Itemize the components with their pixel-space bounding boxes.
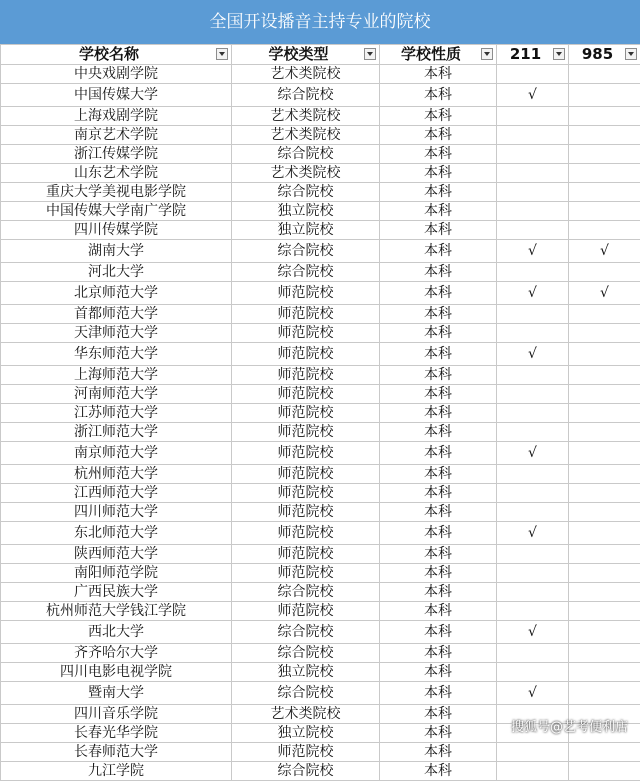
cell-school-name[interactable]: 江西师范大学 [1,484,232,503]
cell-school-name[interactable]: 首都师范大学 [1,305,232,324]
cell-985[interactable] [569,221,640,240]
cell-211[interactable] [497,202,569,221]
cell-school-type[interactable]: 独立院校 [232,221,380,240]
cell-school-name[interactable]: 中国传媒大学南广学院 [1,202,232,221]
cell-211[interactable] [497,602,569,621]
cell-211[interactable] [497,583,569,602]
cell-school-nature[interactable]: 本科 [380,442,497,465]
cell-school-nature[interactable]: 本科 [380,164,497,183]
cell-985[interactable] [569,442,640,465]
cell-985[interactable] [569,305,640,324]
cell-211[interactable] [497,743,569,762]
filter-dropdown-icon[interactable] [216,48,228,60]
cell-985[interactable] [569,145,640,164]
cell-211[interactable] [497,221,569,240]
table-row [1,65,640,84]
cell-school-nature[interactable]: 本科 [380,126,497,145]
table-row [1,145,640,164]
cell-school-name[interactable]: 西北大学 [1,621,232,644]
cell-211[interactable] [497,465,569,484]
cell-211[interactable] [497,404,569,423]
table-row [1,221,640,240]
cell-211[interactable] [497,663,569,682]
cell-985[interactable] [569,404,640,423]
cell-school-nature[interactable]: 本科 [380,343,497,366]
cell-211[interactable] [497,65,569,84]
table-row [1,423,640,442]
table-row [1,583,640,602]
cell-211[interactable] [497,126,569,145]
cell-school-name[interactable]: 长春光华学院 [1,724,232,743]
cell-985[interactable]: √ [569,282,640,305]
cell-211[interactable] [497,305,569,324]
cell-school-nature[interactable]: 本科 [380,465,497,484]
filter-dropdown-icon[interactable] [625,48,637,60]
cell-985[interactable] [569,65,640,84]
cell-school-type[interactable]: 师范院校 [232,545,380,564]
cell-211[interactable] [497,503,569,522]
table-row [1,183,640,202]
cell-school-name[interactable]: 上海师范大学 [1,366,232,385]
cell-school-name[interactable]: 江苏师范大学 [1,404,232,423]
cell-school-nature[interactable]: 本科 [380,84,497,107]
cell-school-nature[interactable]: 本科 [380,202,497,221]
cell-211[interactable] [497,564,569,583]
table-row [1,644,640,663]
cell-school-name[interactable]: 四川音乐学院 [1,705,232,724]
cell-school-type[interactable]: 综合院校 [232,263,380,282]
table-row [1,522,640,545]
cell-985[interactable] [569,465,640,484]
cell-school-name[interactable]: 四川电影电视学院 [1,663,232,682]
cell-school-type[interactable]: 师范院校 [232,324,380,343]
cell-school-nature[interactable]: 本科 [380,743,497,762]
sheet-title: 全国开设播音主持专业的院校 [210,12,431,32]
cell-school-type[interactable]: 综合院校 [232,644,380,663]
column-header-label: 学校类型 [268,45,342,64]
cell-985[interactable] [569,263,640,282]
cell-211[interactable] [497,164,569,183]
cell-school-type[interactable]: 师范院校 [232,404,380,423]
table-row [1,484,640,503]
column-header-211 [497,45,569,65]
cell-985[interactable] [569,126,640,145]
table-row [1,743,640,762]
cell-school-type[interactable]: 师范院校 [232,343,380,366]
table-row [1,343,640,366]
cell-school-name[interactable]: 湖南大学 [1,240,232,263]
column-header-label: 211 [510,45,555,64]
cell-school-nature[interactable]: 本科 [380,324,497,343]
table-row [1,126,640,145]
table-row [1,545,640,564]
cell-211[interactable] [497,145,569,164]
table-row [1,324,640,343]
table-row [1,503,640,522]
cell-school-nature[interactable]: 本科 [380,522,497,545]
cell-985[interactable] [569,164,640,183]
table-row [1,621,640,644]
cell-school-type[interactable]: 师范院校 [232,305,380,324]
cell-school-nature[interactable]: 本科 [380,583,497,602]
cell-985[interactable] [569,107,640,126]
cell-985[interactable] [569,343,640,366]
cell-985[interactable] [569,663,640,682]
cell-school-name[interactable]: 四川师范大学 [1,503,232,522]
watermark: 搜狐号@艺考便利店 [511,716,628,735]
cell-211[interactable]: √ [497,84,569,107]
cell-985[interactable] [569,682,640,705]
cell-school-nature[interactable]: 本科 [380,663,497,682]
cell-school-name[interactable]: 东北师范大学 [1,522,232,545]
filter-dropdown-icon[interactable] [481,48,493,60]
cell-school-type[interactable]: 独立院校 [232,663,380,682]
cell-school-type[interactable]: 师范院校 [232,503,380,522]
cell-school-nature[interactable]: 本科 [380,65,497,84]
cell-211[interactable] [497,183,569,202]
cell-school-name[interactable]: 山东艺术学院 [1,164,232,183]
table-row [1,404,640,423]
cell-school-type[interactable]: 综合院校 [232,682,380,705]
cell-school-name[interactable]: 齐齐哈尔大学 [1,644,232,663]
cell-school-nature[interactable]: 本科 [380,305,497,324]
column-header-label: 学校名称 [79,45,153,64]
filter-dropdown-icon[interactable] [553,48,565,60]
column-header-name [1,45,232,65]
cell-school-nature[interactable]: 本科 [380,564,497,583]
cell-school-nature[interactable]: 本科 [380,682,497,705]
cell-985[interactable] [569,385,640,404]
column-header-type [232,45,380,65]
cell-211[interactable] [497,762,569,781]
cell-school-name[interactable]: 四川传媒学院 [1,221,232,240]
cell-school-type[interactable]: 综合院校 [232,762,380,781]
table-row [1,663,640,682]
cell-school-name[interactable]: 广西民族大学 [1,583,232,602]
cell-school-type[interactable]: 独立院校 [232,724,380,743]
column-header-label: 学校性质 [401,45,475,64]
table-row [1,762,640,781]
table-row [1,602,640,621]
table-row [1,385,640,404]
cell-985[interactable] [569,621,640,644]
cell-211[interactable] [497,644,569,663]
cell-985[interactable] [569,522,640,545]
cell-school-nature[interactable]: 本科 [380,145,497,164]
cell-school-nature[interactable]: 本科 [380,545,497,564]
cell-school-type[interactable]: 师范院校 [232,385,380,404]
cell-985[interactable] [569,564,640,583]
cell-school-type[interactable]: 综合院校 [232,621,380,644]
cell-school-name[interactable]: 浙江传媒学院 [1,145,232,164]
cell-985[interactable] [569,202,640,221]
cell-211[interactable] [497,107,569,126]
cell-school-type[interactable]: 师范院校 [232,465,380,484]
cell-school-nature[interactable]: 本科 [380,484,497,503]
table-row [1,465,640,484]
cell-school-nature[interactable]: 本科 [380,705,497,724]
cell-985[interactable] [569,583,640,602]
column-header-label: 985 [582,45,627,64]
cell-211[interactable]: √ [497,282,569,305]
cell-211[interactable]: √ [497,343,569,366]
cell-school-name[interactable]: 陕西师范大学 [1,545,232,564]
cell-211[interactable]: √ [497,522,569,545]
cell-school-name[interactable]: 长春师范大学 [1,743,232,762]
cell-211[interactable] [497,324,569,343]
cell-school-nature[interactable]: 本科 [380,762,497,781]
cell-211[interactable] [497,423,569,442]
table-row [1,564,640,583]
cell-school-type[interactable]: 综合院校 [232,84,380,107]
cell-school-nature[interactable]: 本科 [380,221,497,240]
cell-school-name[interactable]: 中国传媒大学 [1,84,232,107]
cell-211[interactable] [497,385,569,404]
cell-school-type[interactable]: 师范院校 [232,743,380,762]
cell-school-type[interactable]: 师范院校 [232,366,380,385]
cell-985[interactable] [569,423,640,442]
cell-school-type[interactable]: 艺术类院校 [232,107,380,126]
cell-985[interactable]: √ [569,240,640,263]
cell-211[interactable] [497,545,569,564]
table-row [1,682,640,705]
table-row [1,442,640,465]
cell-school-name[interactable]: 南京艺术学院 [1,126,232,145]
cell-211[interactable]: √ [497,240,569,263]
cell-school-nature[interactable]: 本科 [380,644,497,663]
cell-school-name[interactable]: 天津师范大学 [1,324,232,343]
cell-school-type[interactable]: 师范院校 [232,602,380,621]
cell-school-type[interactable]: 师范院校 [232,423,380,442]
cell-school-nature[interactable]: 本科 [380,621,497,644]
cell-school-name[interactable]: 中央戏剧学院 [1,65,232,84]
cell-school-type[interactable]: 艺术类院校 [232,65,380,84]
cell-school-name[interactable]: 南阳师范学院 [1,564,232,583]
cell-211[interactable] [497,263,569,282]
cell-school-name[interactable]: 九江学院 [1,762,232,781]
cell-985[interactable] [569,762,640,781]
table-header-row [1,45,640,65]
cell-school-type[interactable]: 艺术类院校 [232,164,380,183]
cell-school-nature[interactable]: 本科 [380,385,497,404]
table-row [1,282,640,305]
table-row [1,164,640,183]
cell-985[interactable] [569,84,640,107]
cell-school-name[interactable]: 杭州师范大学 [1,465,232,484]
table-row [1,84,640,107]
cell-school-name[interactable]: 暨南大学 [1,682,232,705]
table-row [1,202,640,221]
schools-table [0,44,640,781]
cell-school-type[interactable]: 师范院校 [232,442,380,465]
cell-school-type[interactable]: 师范院校 [232,564,380,583]
cell-school-name[interactable]: 南京师范大学 [1,442,232,465]
cell-985[interactable] [569,324,640,343]
cell-school-type[interactable]: 综合院校 [232,240,380,263]
cell-985[interactable] [569,183,640,202]
cell-school-type[interactable]: 师范院校 [232,484,380,503]
cell-211[interactable]: √ [497,442,569,465]
cell-school-name[interactable]: 上海戏剧学院 [1,107,232,126]
cell-school-name[interactable]: 北京师范大学 [1,282,232,305]
cell-985[interactable] [569,484,640,503]
cell-school-nature[interactable]: 本科 [380,724,497,743]
cell-school-nature[interactable]: 本科 [380,602,497,621]
filter-dropdown-icon[interactable] [364,48,376,60]
cell-school-nature[interactable]: 本科 [380,107,497,126]
cell-school-nature[interactable]: 本科 [380,404,497,423]
column-header-985 [569,45,640,65]
cell-school-type[interactable]: 独立院校 [232,202,380,221]
cell-school-nature[interactable]: 本科 [380,183,497,202]
cell-211[interactable]: √ [497,621,569,644]
cell-985[interactable] [569,602,640,621]
cell-school-nature[interactable]: 本科 [380,423,497,442]
table-row [1,107,640,126]
table-row [1,263,640,282]
cell-school-name[interactable]: 华东师范大学 [1,343,232,366]
cell-school-nature[interactable]: 本科 [380,282,497,305]
cell-211[interactable]: √ [497,682,569,705]
cell-school-name[interactable]: 重庆大学美视电影学院 [1,183,232,202]
table-row [1,305,640,324]
cell-school-type[interactable]: 综合院校 [232,183,380,202]
cell-school-name[interactable]: 杭州师范大学钱江学院 [1,602,232,621]
cell-985[interactable] [569,503,640,522]
column-header-nature [380,45,497,65]
sheet-title-banner [0,0,640,44]
cell-school-nature[interactable]: 本科 [380,263,497,282]
cell-school-type[interactable]: 师范院校 [232,282,380,305]
cell-985[interactable] [569,545,640,564]
cell-school-nature[interactable]: 本科 [380,240,497,263]
cell-211[interactable] [497,366,569,385]
table-row [1,240,640,263]
cell-school-nature[interactable]: 本科 [380,503,497,522]
cell-school-type[interactable]: 综合院校 [232,145,380,164]
cell-school-name[interactable]: 浙江师范大学 [1,423,232,442]
cell-school-nature[interactable]: 本科 [380,366,497,385]
table-row [1,366,640,385]
cell-211[interactable] [497,484,569,503]
cell-school-type[interactable]: 艺术类院校 [232,705,380,724]
cell-school-type[interactable]: 艺术类院校 [232,126,380,145]
cell-985[interactable] [569,366,640,385]
cell-985[interactable] [569,644,640,663]
cell-school-name[interactable]: 河北大学 [1,263,232,282]
cell-school-type[interactable]: 师范院校 [232,522,380,545]
cell-985[interactable] [569,743,640,762]
cell-school-name[interactable]: 河南师范大学 [1,385,232,404]
cell-school-type[interactable]: 综合院校 [232,583,380,602]
